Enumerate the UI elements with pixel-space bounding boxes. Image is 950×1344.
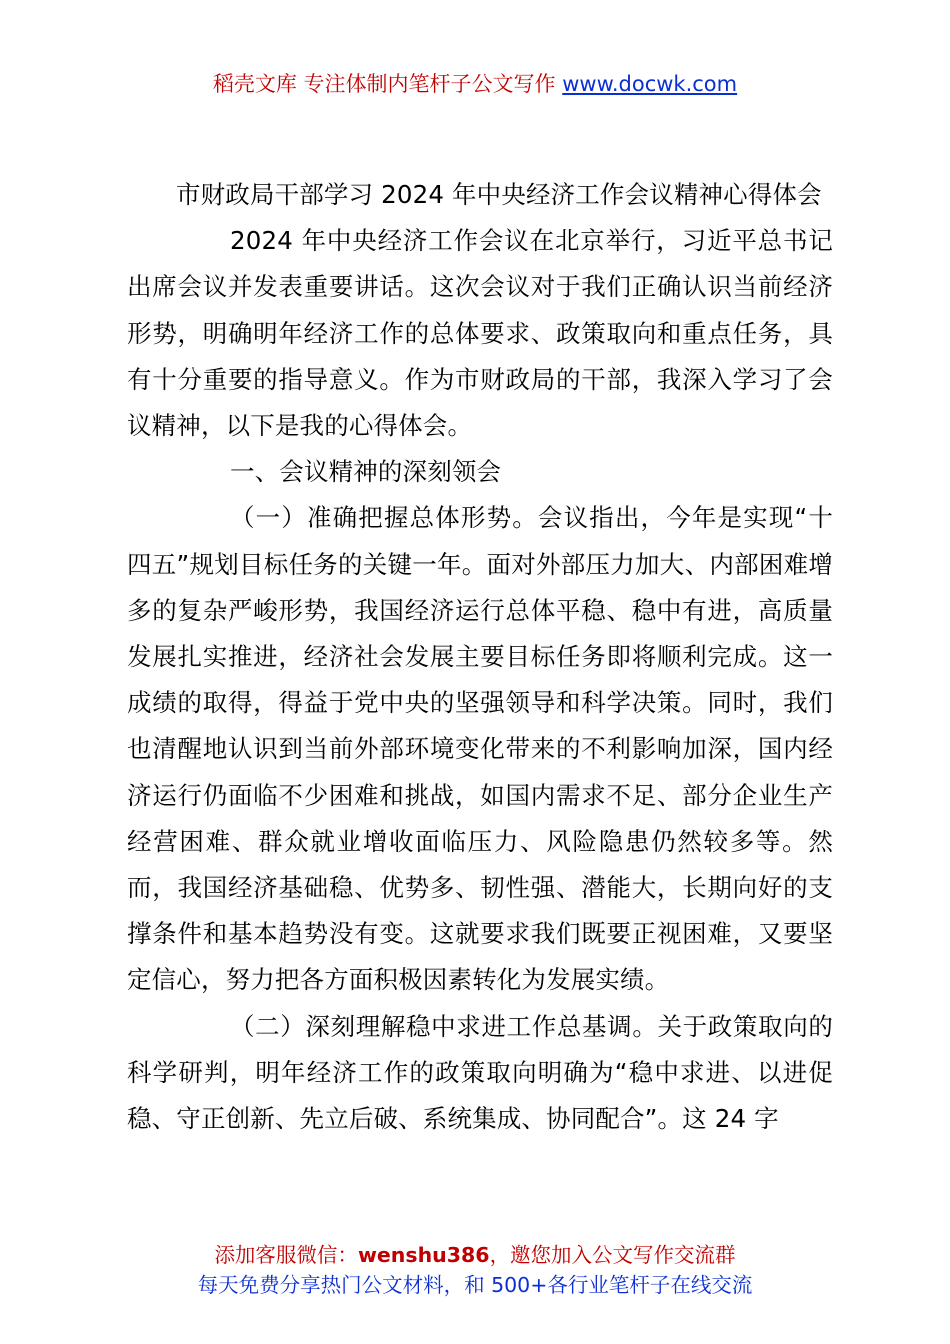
section-heading-1: 一、会议精神的深刻领会: [230, 457, 502, 487]
page-footer: [0, 1240, 950, 1300]
document-title: 市财政局干部学习 2024 年中央经济工作会议精神心得体会: [176, 180, 822, 209]
paragraph-section-1-2: （二）深刻理解稳中求进工作总基调。关于政策取向的科学研判，明年经济工作的政策取向明确为“稳中求进、以进促稳、守正创新、先立后破、系统集成、协同配合”。这 24 字: [127, 1011, 833, 1134]
footer-contact-prefix: 添加客服微信：: [214, 1243, 358, 1267]
page-header: [0, 68, 950, 100]
footer-contact-suffix: ，邀您加入公文写作交流群: [489, 1243, 736, 1267]
footer-contact-line: [0, 1240, 950, 1270]
footer-promo-line: 每天免费分享热门公文材料，和 500+各行业笔杆子在线交流: [197, 1273, 753, 1297]
paragraph-intro: 2024 年中央经济工作会议在北京举行，习近平总书记出席会议并发表重要讲话。这次会议对于我们正确认识当前经济形势，明确明年经济工作的总体要求、政策取向和重点任务，具有十分重要的指导意义。作为市财政局的干部，我深入学习了会议精神，以下是我的心得体会。: [127, 226, 833, 441]
header-brand-text: 稻壳文库 专注体制内笔杆子公文写作: [212, 72, 556, 96]
header-website-link[interactable]: www.docwk.com: [562, 72, 738, 96]
paragraph-section-1-1: （一）准确把握总体形势。会议指出，今年是实现“十四五”规划目标任务的关键一年。面对外部压力加大、内部困难增多的复杂严峻形势，我国经济运行总体平稳、稳中有进，高质量发展扎实推进，经济社会发展主要目标任务即将顺利完成。这一成绩的取得，得益于党中央的坚强领导和科学决策。同时，我们也清醒地认识到当前外部环境变化带来的不利影响加深，国内经济运行仍面临不少困难和挑战，如国内需求不足、部分企业生产经营困难、群众就业增收面临压力、风险隐患仍然较多等。然而，我国经济基础稳、优势多、韧性强、潜能大，长期向好的支撑条件和基本趋势没有变。这就要求我们既要正视困难，又要坚定信心，努力把各方面积极因素转化为发展实绩。: [127, 503, 833, 995]
document-body: [127, 172, 833, 1142]
footer-wechat-id: wenshu386: [357, 1243, 490, 1267]
